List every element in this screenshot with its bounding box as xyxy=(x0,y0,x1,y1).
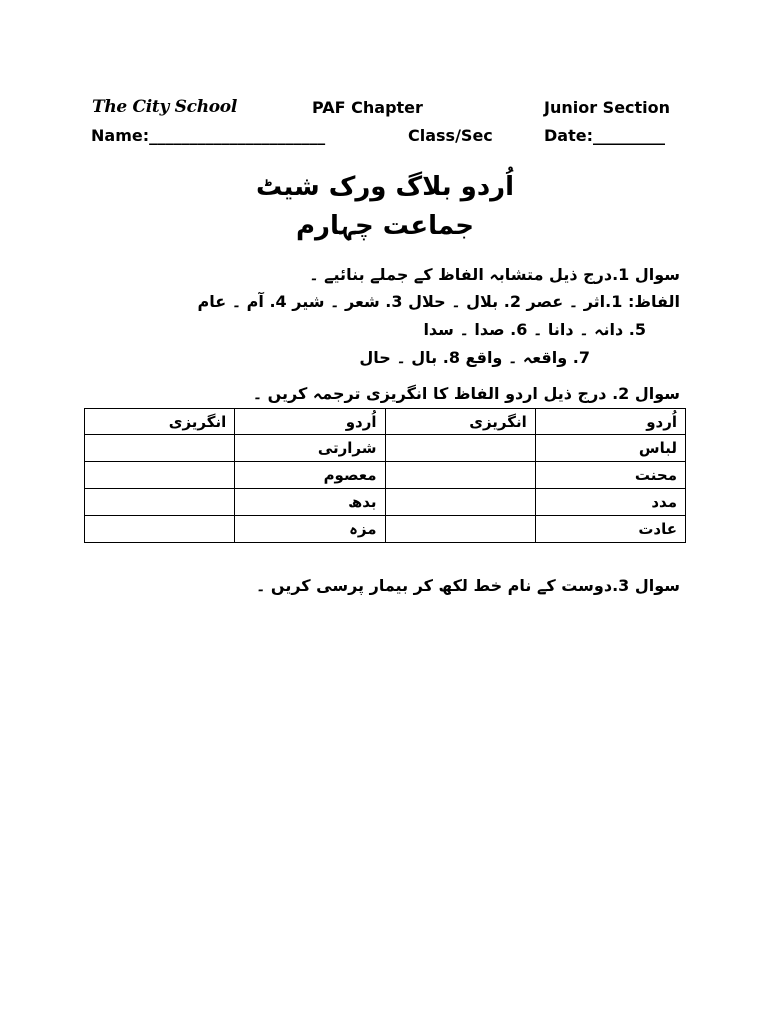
table-row xyxy=(85,435,686,462)
english-answer-cell[interactable] xyxy=(385,516,535,543)
name-field-label: Name:______________________ xyxy=(91,126,326,145)
urdu-word-cell: شرارتی xyxy=(235,435,385,462)
urdu-word-cell: محنت xyxy=(535,462,685,489)
table-header-row xyxy=(85,409,686,435)
translation-table xyxy=(84,408,686,543)
header-english-2: انگریزی xyxy=(85,409,235,435)
question-1-words-line-1: الفاظ: 1.اثر ۔ عصر 2. بلال ۔ حلال 3. شعر ۔ شیر 4. آم ۔ عام xyxy=(197,292,680,311)
english-answer-cell[interactable] xyxy=(85,435,235,462)
header-urdu-1: اُردو xyxy=(535,409,685,435)
question-3-heading: سوال 3.دوست کے نام خط لکھ کر بیمار پرسی کریں ۔ xyxy=(255,576,680,595)
urdu-word-cell: معصوم xyxy=(235,462,385,489)
english-answer-cell[interactable] xyxy=(85,489,235,516)
table-row xyxy=(85,516,686,543)
question-2-heading: سوال 2. درج ذیل اردو الفاظ کا انگریزی ترجمہ کریں ۔ xyxy=(252,384,680,403)
urdu-word-cell: مزہ xyxy=(235,516,385,543)
urdu-word-cell: عادت xyxy=(535,516,685,543)
class-field-label: Class/Sec xyxy=(408,126,493,145)
english-answer-cell[interactable] xyxy=(385,435,535,462)
question-1-words-line-3: 7. واقعہ ۔ واقع 8. بال ۔ حال xyxy=(359,348,590,367)
school-logo: The City School xyxy=(92,97,238,117)
table-row xyxy=(85,462,686,489)
english-answer-cell[interactable] xyxy=(385,489,535,516)
urdu-word-cell: لباس xyxy=(535,435,685,462)
question-1-words-line-2: 5. دانہ ۔ دانا ۔ 6. صدا ۔ سدا xyxy=(423,320,646,339)
english-answer-cell[interactable] xyxy=(385,462,535,489)
question-1-heading: سوال 1.درج ذیل متشابہ الفاظ کے جملے بنائیے ۔ xyxy=(309,265,680,284)
worksheet-title: اُردو بلاگ ورک شیٹ xyxy=(255,172,515,202)
worksheet-subtitle: جماعت چہارم xyxy=(295,211,475,241)
chapter-label: PAF Chapter xyxy=(312,98,423,117)
table-row xyxy=(85,489,686,516)
header-english-1: انگریزی xyxy=(385,409,535,435)
header-urdu-2: اُردو xyxy=(235,409,385,435)
urdu-word-cell: مدد xyxy=(535,489,685,516)
urdu-word-cell: بدھ xyxy=(235,489,385,516)
english-answer-cell[interactable] xyxy=(85,516,235,543)
section-label: Junior Section xyxy=(544,98,671,117)
english-answer-cell[interactable] xyxy=(85,462,235,489)
date-field-label: Date:_________ xyxy=(544,126,665,145)
